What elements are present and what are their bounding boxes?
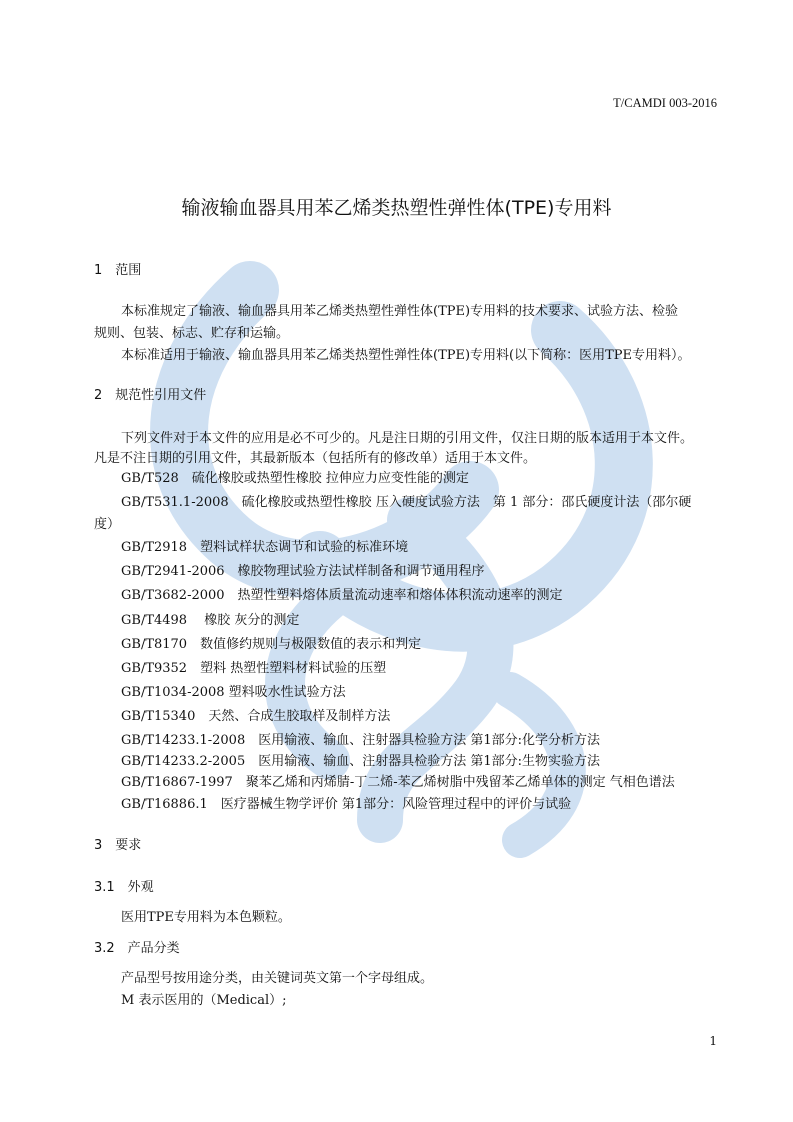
section-1-heading: 1 范围 bbox=[94, 263, 142, 278]
reference-item: GB/T2918 塑料试样状态调节和试验的标准环境 bbox=[121, 540, 409, 555]
reference-item: GB/T9352 塑料 热塑性塑料材料试验的压塑 bbox=[121, 661, 387, 676]
reference-item: GB/T16886.1 医疗器械生物学评价 第1部分：风险管理过程中的评价与试验 bbox=[121, 797, 572, 812]
section-2-intro-line-1: 下列文件对于本文件的应用是必不可少的。凡是注日期的引用文件，仅注日期的版本适用于本文件。 bbox=[121, 431, 694, 446]
reference-item: GB/T14233.2-2005 医用输液、输血、注射器具检验方法 第1部分:生物实验方法 bbox=[121, 754, 601, 769]
reference-item: GB/T1034-2008 塑料吸水性试验方法 bbox=[121, 685, 346, 700]
section-1-para-1-line-2: 规则、包装、标志、贮存和运输。 bbox=[94, 326, 290, 341]
reference-item: GB/T16867-1997 聚苯乙烯和丙烯腈-丁二烯-苯乙烯树脂中残留苯乙烯单体的测定 气相色谱法 bbox=[121, 775, 675, 790]
section-3-heading: 3 要求 bbox=[94, 838, 142, 853]
reference-item: GB/T4498 橡胶 灰分的测定 bbox=[121, 613, 300, 628]
reference-item: GB/T2941-2006 橡胶物理试验方法试样制备和调节通用程序 bbox=[121, 564, 485, 579]
section-3-1-heading: 3.1 外观 bbox=[94, 880, 154, 895]
section-3-1-text: 医用TPE专用料为本色颗粒。 bbox=[121, 910, 291, 925]
section-3-2-text-2: M 表示医用的（Medical）; bbox=[121, 993, 287, 1008]
section-1-para-2: 本标准适用于输液、输血器具用苯乙烯类热塑性弹性体(TPE)专用料(以下简称：医用TPE专用料）。 bbox=[121, 348, 691, 363]
reference-item: GB/T14233.1-2008 医用输液、输血、注射器具检验方法 第1部分:化学分析方法 bbox=[121, 733, 601, 748]
reference-item: GB/T15340 天然、合成生胶取样及制样方法 bbox=[121, 709, 391, 724]
document-title: 输液输血器具用苯乙烯类热塑性弹性体(TPE)专用料 bbox=[181, 197, 612, 219]
reference-item: GB/T3682-2000 热塑性塑料熔体质量流动速率和熔体体积流动速率的测定 bbox=[121, 588, 563, 603]
reference-item: GB/T8170 数值修约规则与极限数值的表示和判定 bbox=[121, 637, 422, 652]
reference-item-continuation: 度） bbox=[94, 517, 121, 532]
section-1-para-1-line-1: 本标准规定了输液、输血器具用苯乙烯类热塑性弹性体(TPE)专用料的技术要求、试验方法、检验 bbox=[121, 304, 679, 319]
section-3-2-heading: 3.2 产品分类 bbox=[94, 941, 180, 956]
section-2-heading: 2 规范性引用文件 bbox=[94, 388, 207, 403]
reference-item: GB/T531.1-2008 硫化橡胶或热塑性橡胶 压入硬度试验方法 第 1 部分：邵氏硬度计法（邵尔硬 bbox=[121, 495, 692, 510]
section-2-intro-line-2: 凡是不注日期的引用文件，其最新版本（包括所有的修改单）适用于本文件。 bbox=[94, 451, 537, 466]
section-3-2-text-1: 产品型号按用途分类，由关键词英文第一个字母组成。 bbox=[121, 971, 434, 986]
document-id: T/CAMDI 003-2016 bbox=[613, 96, 717, 110]
page-number: 1 bbox=[709, 1034, 717, 1048]
reference-item: GB/T528 硫化橡胶或热塑性橡胶 拉伸应力应变性能的测定 bbox=[121, 471, 469, 486]
